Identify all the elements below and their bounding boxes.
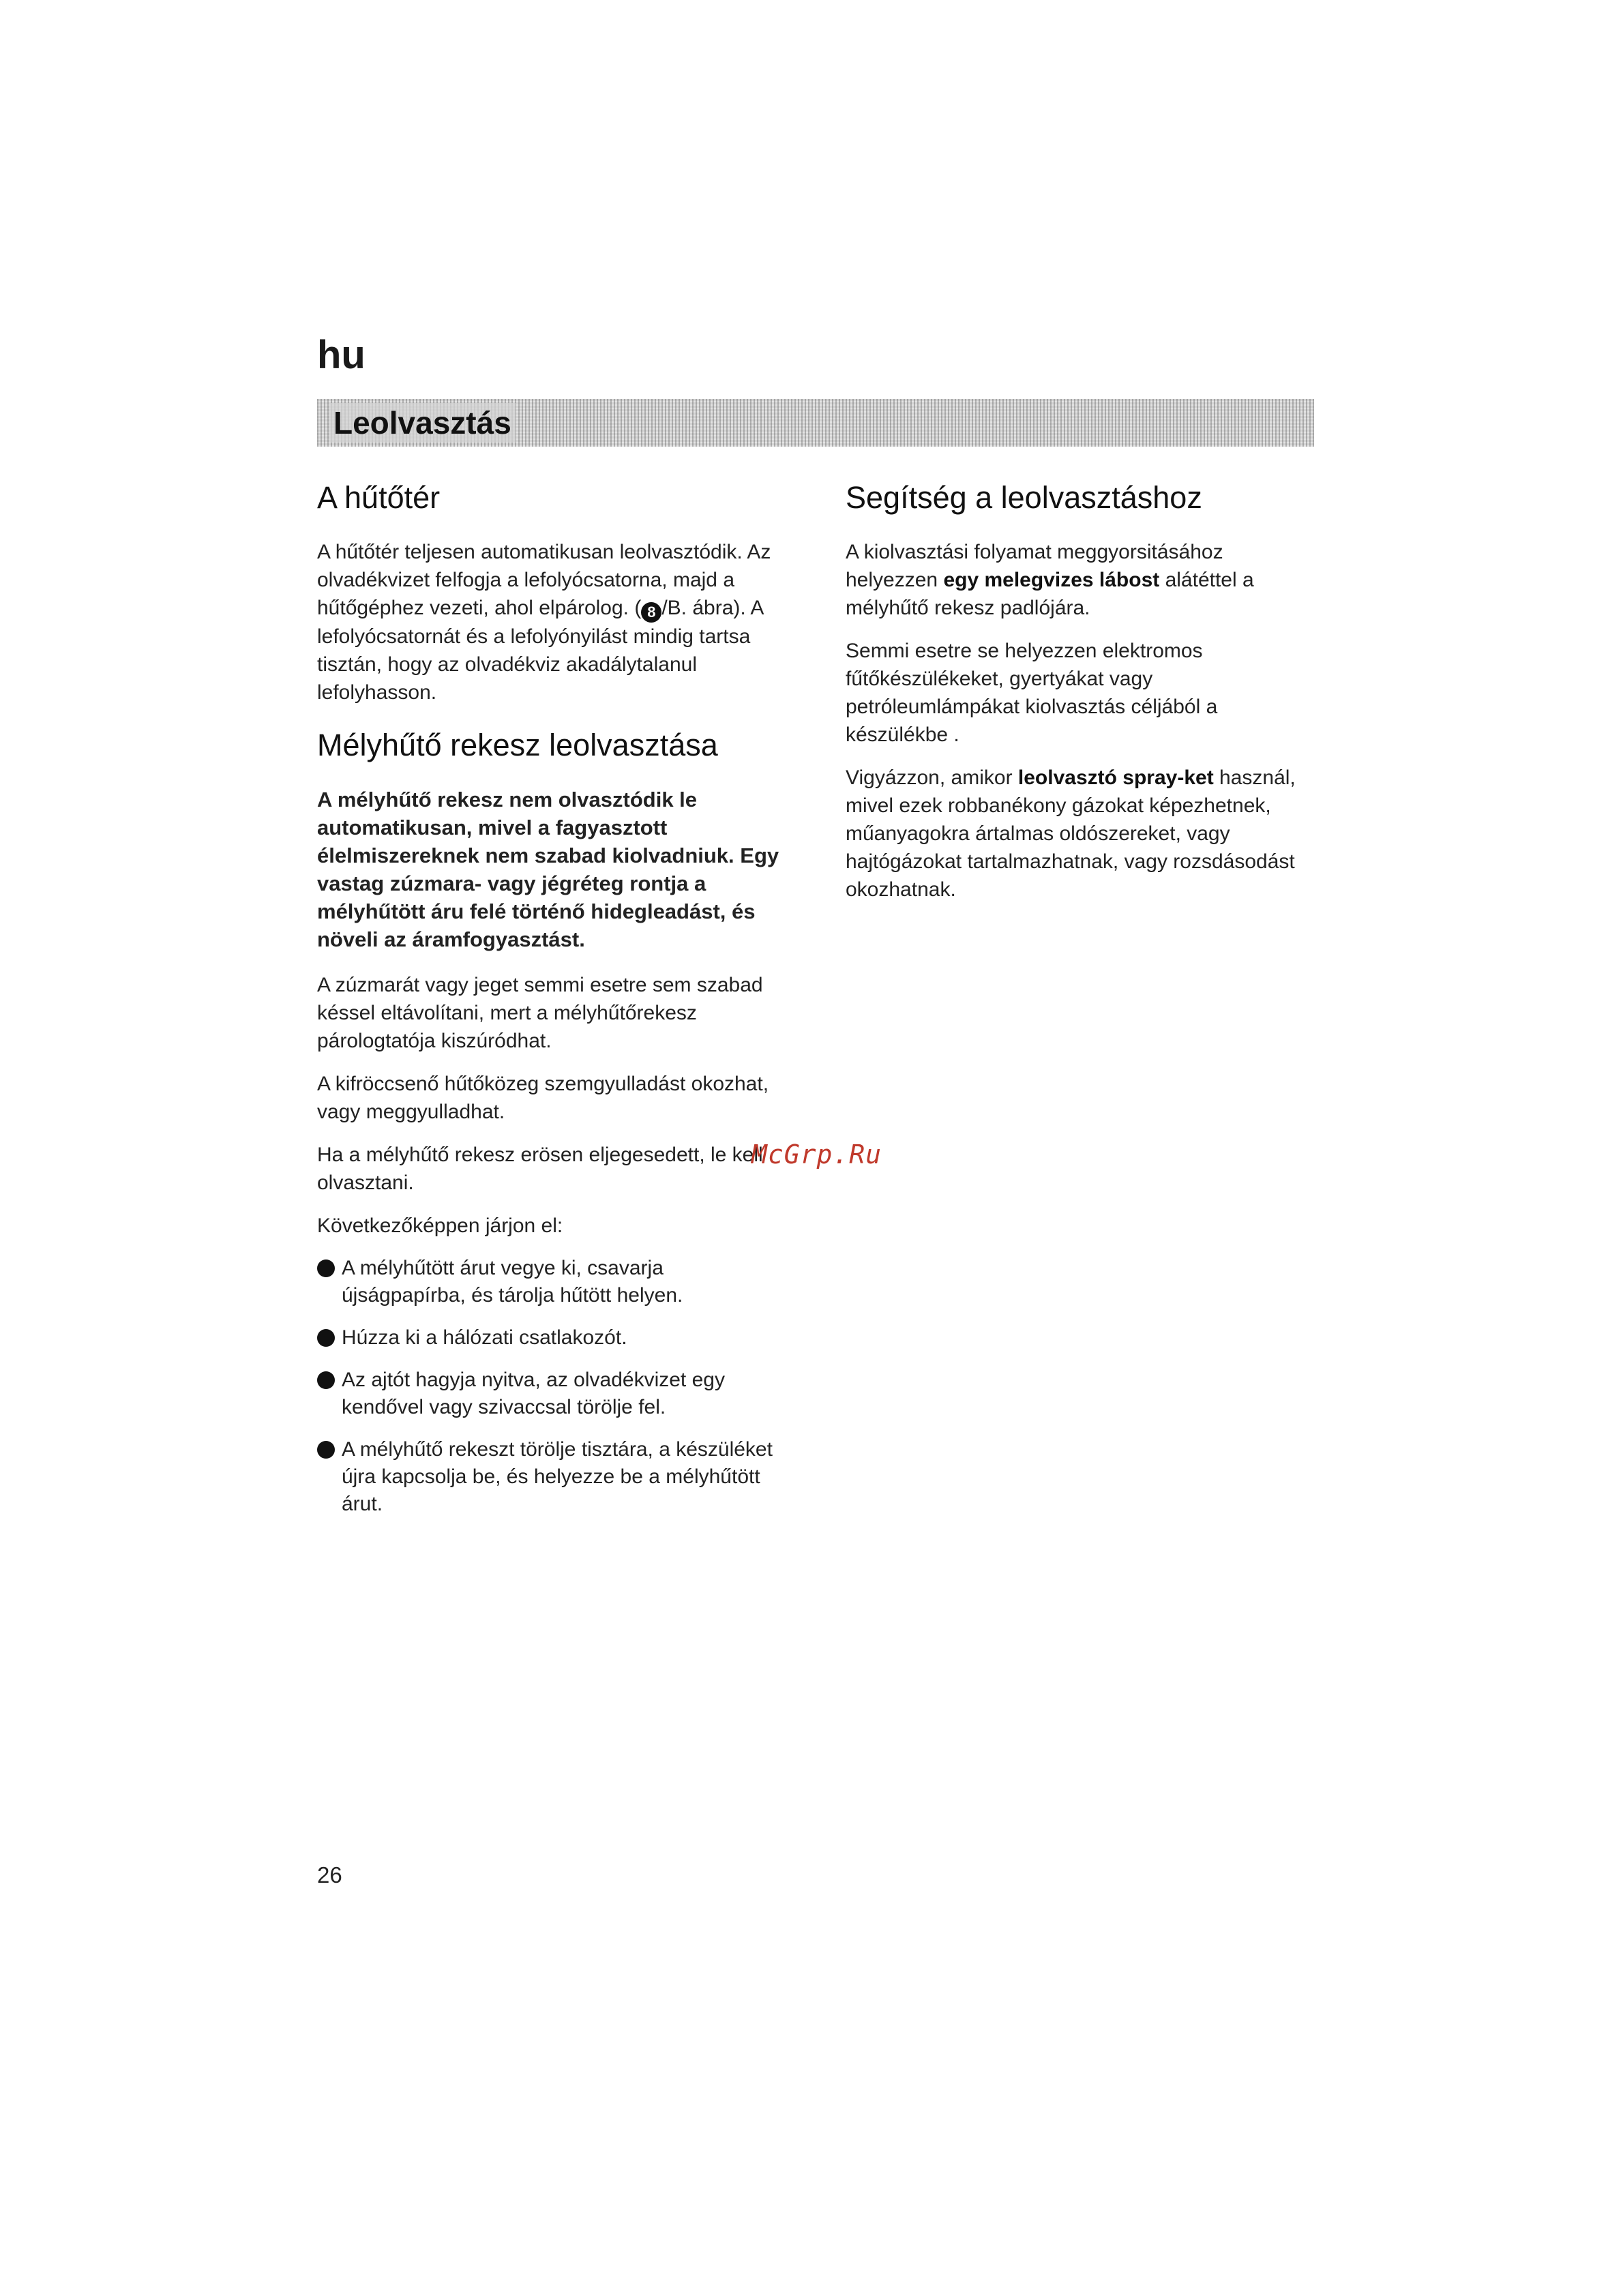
procedure-list (317, 1255, 788, 1518)
page-number: 26 (317, 1862, 342, 1888)
paragraph-no-heaters: Semmi esetre se helyezzen elektromos fűtőkészülékeket, gyertyákat vagy petróleumlámpákat kiolvasztás céljából a készülékbe . (846, 640, 1218, 746)
heading-freezer-defrost: Mélyhűtő rekesz leolvasztása (317, 728, 718, 762)
watermark-logo: McGrp.Ru (751, 1139, 882, 1169)
paragraph-no-knife: A zúzmarát vagy jeget semmi esetre sem szabad késsel eltávolítani, mert a mélyhűtőrekesz párologtatója kiszúródhat. (317, 974, 763, 1052)
heading-fridge-compartment: A hűtőtér (317, 480, 441, 515)
bullet-icon (317, 1371, 335, 1389)
paragraph-heavily-iced: Ha a mélyhűtő rekesz erösen eljegesedett, le kell olvasztani. (317, 1144, 763, 1194)
bullet-icon (317, 1329, 335, 1347)
paragraph-freezer-warning: A mélyhűtő rekesz nem olvasztódik le automatikusan, mivel a fagyasztott élelmiszereknek nem szabad kiolvadniuk. Egy vastag zúzmara- vagy jégréteg rontja a mélyhűtött áru felé történő hidegleadást, és növeli az áramfogyasztást. (317, 788, 779, 951)
paragraph-defrost-spray: Vigyázzon, amikor leolvasztó spray-ket használ, mivel ezek robbanékony gázokat képezhetnek, műanyagokra ártalmas oldószereket, vagy hajtógázokat tartalmazhatnak, vagy rozsdásodást okozhatnak. (846, 766, 1296, 901)
right-column (846, 474, 1316, 919)
figure-number-badge: 8 (641, 602, 661, 623)
heading-defrost-help: Segítség a leolvasztáshoz (846, 480, 1202, 515)
list-item: Húzza ki a hálózati csatlakozót. (317, 1324, 788, 1352)
section-title: Leolvasztás (329, 403, 516, 443)
paragraph-refrigerant: A kifröccsenő hűtőközeg szemgyulladást okozhat, vagy meggyulladhat. (317, 1073, 769, 1123)
paragraph-fridge-defrost: A hűtőtér teljesen automatikusan leolvasztódik. Az olvadékvizet felfogja a lefolyócsatorna, majd a hűtőgéphez vezeti, ahol elpárolog. ( 8 /B. ábra). A lefolyócsatornát és a lefolyónyilást mindig tartsa tisztán, hogy az olvadékviz akadálytalanul lefolyhasson. (317, 541, 771, 704)
list-item: A mélyhűtő rekeszt törölje tisztára, a készüléket újra kapcsolja be, és helyezze be a mélyhűtött árut. (317, 1436, 788, 1518)
list-item: Az ajtót hagyja nyitva, az olvadékvizet egy kendővel vagy szivaccsal törölje fel. (317, 1367, 788, 1421)
list-item: A mélyhűtött árut vegye ki, csavarja újságpapírba, és tárolja hűtött helyen. (317, 1255, 788, 1309)
bullet-icon (317, 1441, 335, 1459)
language-code: hu (317, 333, 366, 377)
paragraph-procedure-intro: Következőképpen járjon el: (317, 1214, 563, 1237)
paragraph-warm-water-pot: A kiolvasztási folyamat meggyorsitásához helyezzen egy melegvizes lábost alátéttel a mélyhűtő rekesz padlójára. (846, 541, 1254, 619)
left-column (317, 474, 788, 1533)
bullet-icon (317, 1259, 335, 1277)
section-banner (317, 399, 1314, 447)
